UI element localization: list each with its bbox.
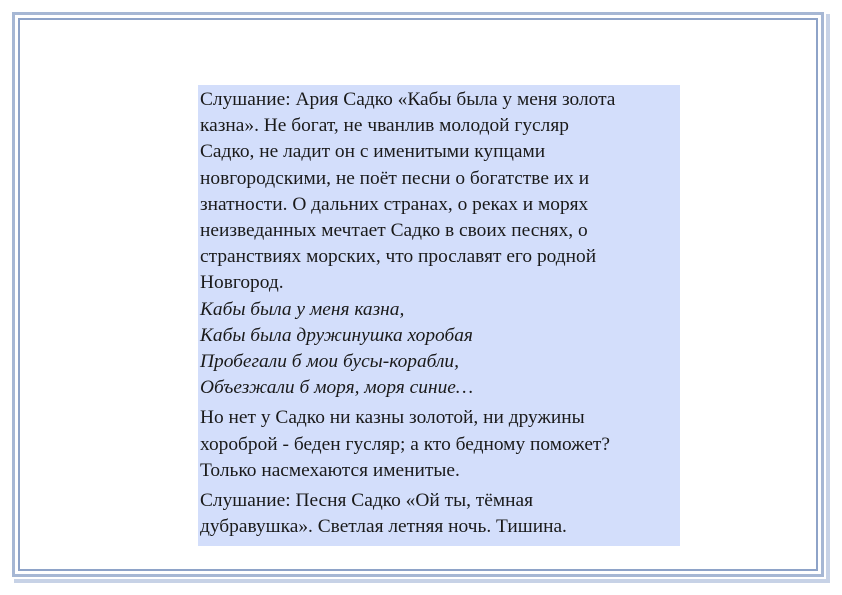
frame-shadow-right bbox=[826, 14, 830, 579]
paragraph-no-treasure: Но нет у Садко ни казны золотой, ни дружины хороброй - беден гусляр; а кто бедному поможет? Только насмехаются именитые. bbox=[200, 407, 611, 481]
text-box bbox=[198, 85, 680, 546]
verse-quote: Кабы была у меня казна, Кабы была дружинушка хоробая Пробегали б мои бусы-корабли, Объезжали б моря, моря синие… bbox=[200, 298, 474, 399]
paragraph-listening-song: Слушание: Песня Садко «Ой ты, тёмная дубравушка». Светлая летняя ночь. Тишина. bbox=[200, 490, 567, 538]
frame-shadow-bottom bbox=[14, 579, 830, 583]
paragraph-listening-aria: Слушание: Ария Садко «Кабы была у меня золота казна». Не богат, не чванлив молодой гусляр Садко, не ладит он с именитыми купцами новгородскими, не поёт песни о богатстве их и знатности. О дальних странах, о реках и морях неизведанных мечтает Садко в своих песнях, о странствиях морских, что прославят его родной Новгород. bbox=[200, 89, 616, 294]
